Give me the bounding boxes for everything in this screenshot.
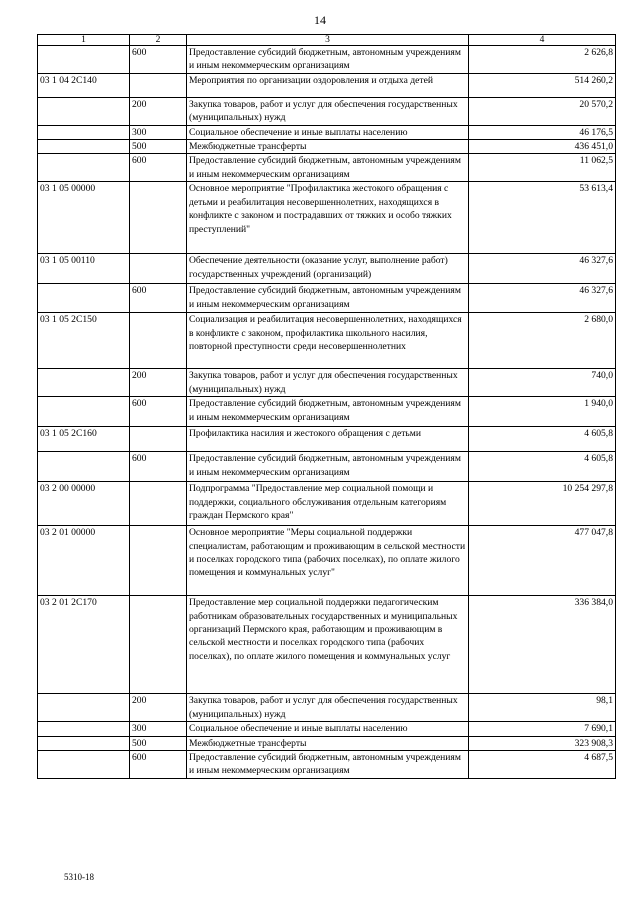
- table-row: [38, 694, 616, 722]
- expense-type-cell: 600: [130, 46, 187, 74]
- item-name-cell: Профилактика насилия и жестокого обращения с детьми: [187, 427, 469, 452]
- item-name-cell: Основное мероприятие "Профилактика жестокого обращения с детьми и реабилитация несовершеннолетних, находящихся в конфликте с законом и пострадавших от тяжких и особо тяжких преступлений": [187, 182, 469, 254]
- amount-cell: 20 570,2: [469, 97, 616, 125]
- document-code: 5310-18: [64, 872, 94, 882]
- table-row: [38, 452, 616, 482]
- amount-cell: 4 605,8: [469, 452, 616, 482]
- table-row: [38, 284, 616, 313]
- expense-type-cell: [130, 596, 187, 694]
- table-row: [38, 125, 616, 139]
- item-name-cell: Социализация и реабилитация несовершеннолетних, находящихся в конфликте с законом, профилактика школьного насилия, повторной преступности среди несовершеннолетних: [187, 313, 469, 369]
- table-row: [38, 427, 616, 452]
- target-code-cell: 03 1 05 00110: [38, 254, 130, 284]
- expense-type-cell: 600: [130, 397, 187, 427]
- table-row: [38, 46, 616, 74]
- table-row: [38, 182, 616, 254]
- amount-cell: 11 062,5: [469, 154, 616, 182]
- expense-type-cell: [130, 427, 187, 452]
- amount-cell: 336 384,0: [469, 596, 616, 694]
- target-code-cell: [38, 751, 130, 779]
- target-code-cell: 03 1 05 2С160: [38, 427, 130, 452]
- item-name-cell: Предоставление мер социальной поддержки педагогическим работникам образовательных государственных и муниципальных организаций Пермского края, работающим и проживающим в сельской местности и поселках городского типа (рабочих поселках), по оплате жилого помещения и коммунальных услуг: [187, 596, 469, 694]
- target-code-cell: 03 1 05 00000: [38, 182, 130, 254]
- expense-type-cell: 200: [130, 694, 187, 722]
- target-code-cell: 03 2 00 00000: [38, 482, 130, 526]
- item-name-cell: Предоставление субсидий бюджетным, автономным учреждениям и иным некоммерческим организациям: [187, 397, 469, 427]
- amount-cell: 53 613,4: [469, 182, 616, 254]
- target-code-cell: [38, 722, 130, 736]
- amount-cell: 46 327,6: [469, 284, 616, 313]
- table-row: [38, 154, 616, 182]
- item-name-cell: Мероприятия по организации оздоровления и отдыха детей: [187, 73, 469, 97]
- amount-cell: 477 047,8: [469, 526, 616, 596]
- expense-type-cell: 500: [130, 140, 187, 154]
- target-code-cell: [38, 125, 130, 139]
- expense-type-cell: 600: [130, 452, 187, 482]
- amount-cell: 323 908,3: [469, 736, 616, 750]
- expense-type-cell: [130, 482, 187, 526]
- amount-cell: 2 626,8: [469, 46, 616, 74]
- table-row: [38, 73, 616, 97]
- target-code-cell: [38, 97, 130, 125]
- column-header-3: 3: [187, 35, 469, 46]
- amount-cell: 4 605,8: [469, 427, 616, 452]
- item-name-cell: Межбюджетные трансферты: [187, 140, 469, 154]
- expense-type-cell: [130, 73, 187, 97]
- item-name-cell: Закупка товаров, работ и услуг для обеспечения государственных (муниципальных) нужд: [187, 369, 469, 397]
- amount-cell: 2 680,0: [469, 313, 616, 369]
- amount-cell: 98,1: [469, 694, 616, 722]
- item-name-cell: Закупка товаров, работ и услуг для обеспечения государственных (муниципальных) нужд: [187, 97, 469, 125]
- expense-type-cell: 600: [130, 751, 187, 779]
- table-row: [38, 313, 616, 369]
- item-name-cell: Социальное обеспечение и иные выплаты населению: [187, 722, 469, 736]
- item-name-cell: Предоставление субсидий бюджетным, автономным учреждениям и иным некоммерческим организациям: [187, 46, 469, 74]
- amount-cell: 7 690,1: [469, 722, 616, 736]
- target-code-cell: 03 2 01 00000: [38, 526, 130, 596]
- table-row: [38, 526, 616, 596]
- budget-table: [37, 34, 616, 779]
- amount-cell: 1 940,0: [469, 397, 616, 427]
- table-row: [38, 140, 616, 154]
- item-name-cell: Закупка товаров, работ и услуг для обеспечения государственных (муниципальных) нужд: [187, 694, 469, 722]
- table-row: [38, 596, 616, 694]
- table-row: [38, 97, 616, 125]
- item-name-cell: Предоставление субсидий бюджетным, автономным учреждениям и иным некоммерческим организациям: [187, 284, 469, 313]
- target-code-cell: [38, 736, 130, 750]
- column-header-4: 4: [469, 35, 616, 46]
- expense-type-cell: [130, 182, 187, 254]
- target-code-cell: [38, 397, 130, 427]
- expense-type-cell: [130, 526, 187, 596]
- amount-cell: 4 687,5: [469, 751, 616, 779]
- expense-type-cell: 300: [130, 125, 187, 139]
- amount-cell: 10 254 297,8: [469, 482, 616, 526]
- page-number: 14: [314, 13, 326, 27]
- expense-type-cell: [130, 254, 187, 284]
- amount-cell: 740,0: [469, 369, 616, 397]
- item-name-cell: Предоставление субсидий бюджетным, автономным учреждениям и иным некоммерческим организациям: [187, 751, 469, 779]
- target-code-cell: 03 1 05 2С150: [38, 313, 130, 369]
- expense-type-cell: 300: [130, 722, 187, 736]
- amount-cell: 514 260,2: [469, 73, 616, 97]
- amount-cell: 436 451,0: [469, 140, 616, 154]
- amount-cell: 46 327,6: [469, 254, 616, 284]
- target-code-cell: [38, 694, 130, 722]
- target-code-cell: [38, 46, 130, 74]
- table-row: [38, 751, 616, 779]
- table-row: [38, 369, 616, 397]
- expense-type-cell: 500: [130, 736, 187, 750]
- amount-cell: 46 176,5: [469, 125, 616, 139]
- expense-type-cell: 200: [130, 369, 187, 397]
- table-row: [38, 482, 616, 526]
- target-code-cell: [38, 140, 130, 154]
- item-name-cell: Основное мероприятие "Меры социальной поддержки специалистам, работающим и проживающим в сельской местности и поселках городского типа (рабочих поселках), по оплате жилого помещения и коммунальных услуг": [187, 526, 469, 596]
- expense-type-cell: [130, 313, 187, 369]
- column-number-row: [38, 35, 616, 46]
- target-code-cell: 03 2 01 2С170: [38, 596, 130, 694]
- table-row: [38, 254, 616, 284]
- expense-type-cell: 600: [130, 284, 187, 313]
- expense-type-cell: 600: [130, 154, 187, 182]
- target-code-cell: [38, 452, 130, 482]
- target-code-cell: [38, 284, 130, 313]
- table-row: [38, 736, 616, 750]
- column-header-2: 2: [130, 35, 187, 46]
- item-name-cell: Предоставление субсидий бюджетным, автономным учреждениям и иным некоммерческим организациям: [187, 154, 469, 182]
- target-code-cell: 03 1 04 2С140: [38, 73, 130, 97]
- table-row: [38, 397, 616, 427]
- column-header-1: 1: [38, 35, 130, 46]
- item-name-cell: Межбюджетные трансферты: [187, 736, 469, 750]
- item-name-cell: Подпрограмма "Предоставление мер социальной помощи и поддержки, социального обслуживания отдельным категориям граждан Пермского края": [187, 482, 469, 526]
- target-code-cell: [38, 369, 130, 397]
- target-code-cell: [38, 154, 130, 182]
- table-row: [38, 722, 616, 736]
- expense-type-cell: 200: [130, 97, 187, 125]
- item-name-cell: Обеспечение деятельности (оказание услуг, выполнение работ) государственных учреждений (организаций): [187, 254, 469, 284]
- item-name-cell: Социальное обеспечение и иные выплаты населению: [187, 125, 469, 139]
- item-name-cell: Предоставление субсидий бюджетным, автономным учреждениям и иным некоммерческим организациям: [187, 452, 469, 482]
